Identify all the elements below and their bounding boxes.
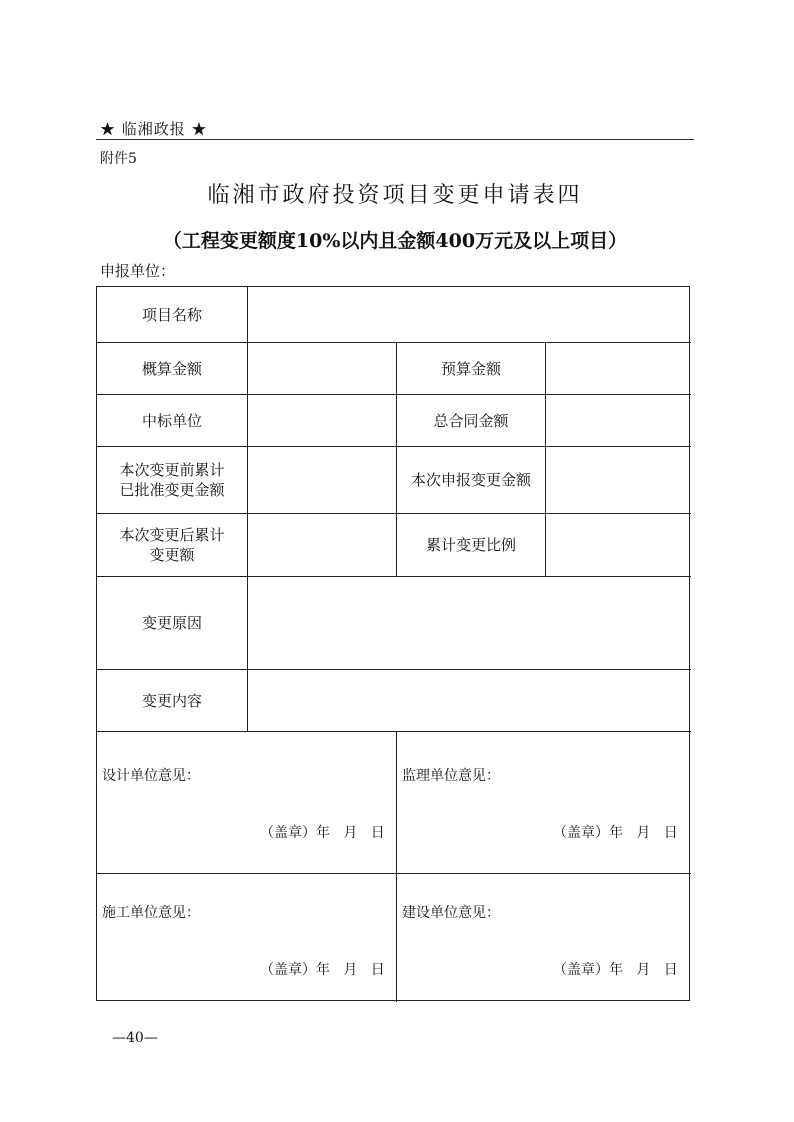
winning-unit-label: 中标单位	[141, 411, 202, 430]
post-cumulative-line2: 变更额	[149, 546, 195, 564]
post-cumulative-label	[97, 514, 247, 576]
prior-cumulative-label	[97, 447, 247, 513]
attachment-label: 附件5	[100, 151, 137, 167]
construction-stamp-date: （盖章）年 月 日	[260, 962, 385, 978]
applicant-label: 申报单位：	[100, 262, 176, 280]
design-stamp-date: （盖章）年 月 日	[260, 825, 385, 841]
estimate-amount-label: 概算金额	[141, 359, 202, 378]
budget-amount-field[interactable]	[546, 343, 691, 394]
form-subtitle: （工程变更额度10%以内且金额400万元及以上项目）	[162, 230, 628, 252]
form-title: 临湘市政府投资项目变更申请表四	[207, 183, 583, 208]
budget-amount-label: 预算金额	[440, 359, 501, 378]
header-text: ★ 临湘政报 ★	[100, 120, 208, 138]
col-divider	[396, 732, 397, 1002]
winning-unit-field[interactable]	[248, 395, 396, 446]
page-number: —40—	[112, 1030, 158, 1046]
current-change-field[interactable]	[546, 447, 691, 513]
post-cumulative-line1: 本次变更后累计	[119, 526, 225, 544]
change-application-form	[96, 286, 690, 1001]
total-contract-label: 总合同金额	[433, 411, 509, 430]
header-rule	[96, 139, 694, 140]
prior-cumulative-field[interactable]	[248, 447, 396, 513]
page-header	[96, 116, 694, 140]
current-change-label: 本次申报变更金额	[410, 471, 531, 489]
change-reason-label: 变更原因	[141, 614, 202, 632]
post-cumulative-field[interactable]	[248, 514, 396, 576]
project-name-field[interactable]	[248, 287, 691, 342]
cumulative-ratio-field[interactable]	[546, 514, 691, 576]
supervision-stamp-date: （盖章）年 月 日	[553, 825, 678, 841]
owner-opinion-label: 建设单位意见：	[402, 905, 500, 921]
row-divider	[97, 873, 691, 874]
project-name-label: 项目名称	[141, 305, 202, 324]
total-contract-field[interactable]	[546, 395, 691, 446]
change-reason-field[interactable]	[248, 577, 691, 669]
prior-cumulative-line2: 已批准变更金额	[119, 481, 225, 499]
prior-cumulative-line1: 本次变更前累计	[119, 461, 225, 479]
construction-opinion-label: 施工单位意见：	[102, 905, 200, 921]
owner-stamp-date: （盖章）年 月 日	[553, 962, 678, 978]
row-divider	[97, 731, 691, 732]
design-opinion-label: 设计单位意见：	[102, 768, 200, 784]
change-content-field[interactable]	[248, 670, 691, 731]
cumulative-ratio-label: 累计变更比例	[425, 536, 516, 554]
change-content-label: 变更内容	[141, 691, 202, 710]
estimate-amount-field[interactable]	[248, 343, 396, 394]
supervision-opinion-label: 监理单位意见：	[402, 768, 500, 784]
